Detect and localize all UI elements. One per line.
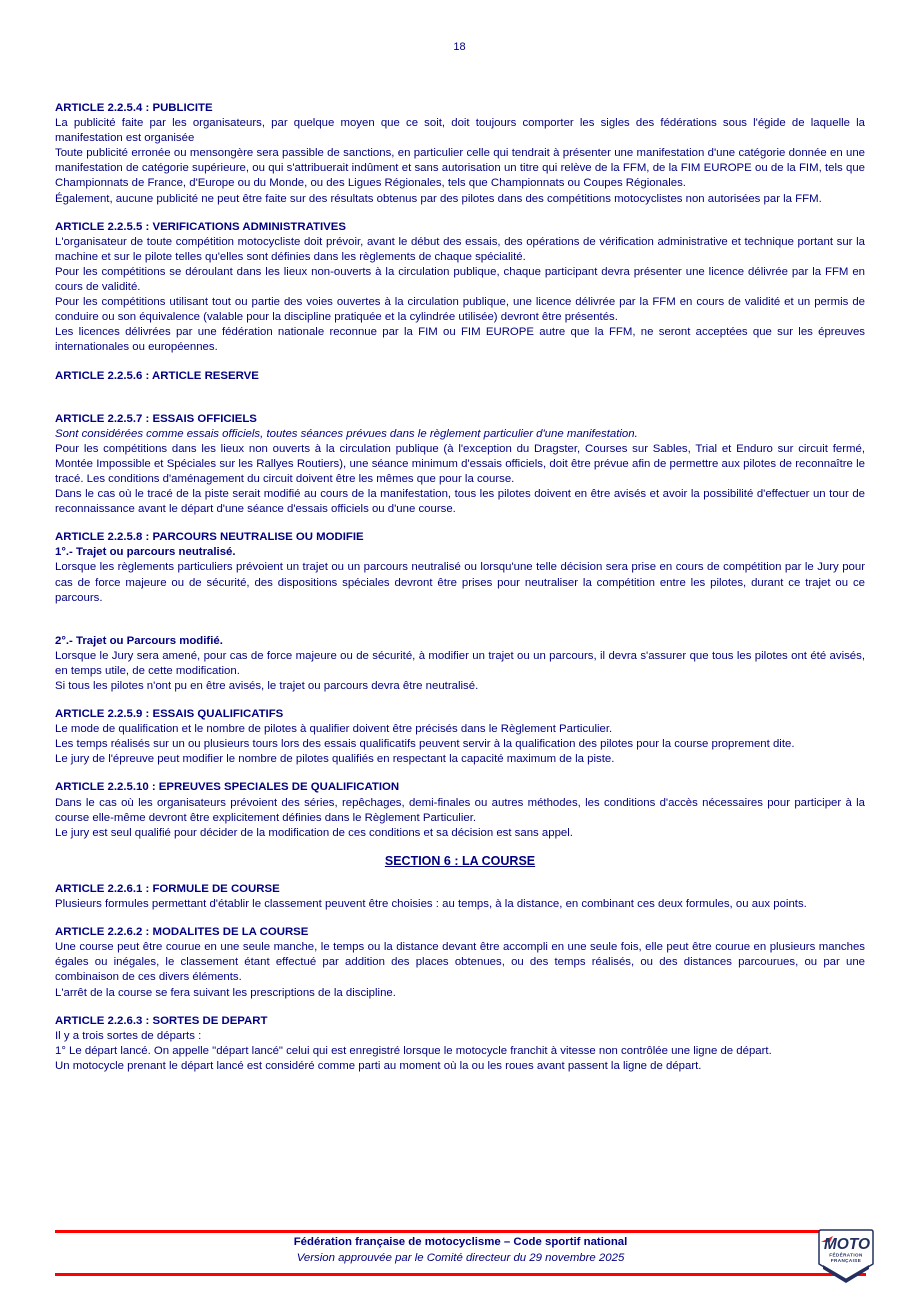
paragraph: Les temps réalisés sur un ou plusieurs tours lors des essais qualificatifs peuvent servir à la qualification des pilotes pour la course proprement dite. [55, 738, 795, 751]
paragraph: Le jury de l'épreuve peut modifier le nombre de pilotes qualifiés en respectant la capacité maximum de la piste. [55, 753, 615, 766]
paragraph: 1° Le départ lancé. On appelle "départ lancé" celui qui est enregistré lorsque le motocycle franchit à vitesse non contrôlée une ligne de départ. [55, 1044, 772, 1057]
paragraph: Les licences délivrées par une fédération nationale reconnue par la FIM ou FIM EUROPE autre que la FFM, ne seront acceptées que sur les épreuves internationales ou européennes. [55, 326, 865, 354]
sub-heading: 2°.- Trajet ou Parcours modifié. [55, 634, 223, 647]
footer-text [55, 1235, 866, 1266]
section-gap [55, 869, 865, 882]
paragraph: Le jury est seul qualifié pour décider de la modification de ces conditions et sa décision est sans appel. [55, 826, 573, 839]
paragraph: Sont considérées comme essais officiels, toutes séances prévues dans le règlement particulier d'une manifestation. [55, 427, 638, 440]
article-heading: ARTICLE 2.2.6.1 : FORMULE DE COURSE [55, 882, 280, 895]
article-heading: ARTICLE 2.2.5.6 : ARTICLE RESERVE [55, 369, 259, 382]
paragraph: Pour les compétitions utilisant tout ou partie des voies ouvertes à la circulation publique, une licence délivrée par la FFM en cours de validité et un permis de conduire ou son équivalence (valable pour la discipline pratiquée et la cylindrée utilisée) devront être présentés. [55, 296, 865, 324]
paragraph: Dans le cas où les organisateurs prévoient des séries, repêchages, demi-finales ou autres méthodes, les conditions d'accès nécessaires pour participer à la course elle-même devront être explicitement définies dans le Règlement Particulier. [55, 796, 865, 824]
paragraph: Lorsque les règlements particuliers prévoient un trajet ou un parcours neutralisé ou lorsqu'une telle décision sera prise en cours de compétition par le Jury pour cas de force majeure ou de sécurité, des dispositions spéciales devront être prises pour neutraliser la compétition entre les pilotes, durant ce trajet ou ce parcours. [55, 561, 865, 604]
article-heading: ARTICLE 2.2.6.3 : SORTES DE DEPART [55, 1014, 268, 1027]
paragraph: Il y a trois sortes de départs : [55, 1029, 202, 1042]
footer-version-note: Version approuvée par le Comité directeur du 29 novembre 2025 [296, 1251, 625, 1264]
article-heading: ARTICLE 2.2.5.4 : PUBLICITE [55, 102, 213, 114]
paragraph: Le mode de qualification et le nombre de pilotes à qualifier doivent être précisés dans le Règlement Particulier. [55, 723, 613, 736]
section-gap [55, 384, 865, 412]
document-content [0, 101, 919, 1074]
paragraph: Pour les compétitions se déroulant dans les lieux non-ouverts à la circulation publique, chaque participant devra présenter une licence délivrée par la FFM en cours de validité. [55, 265, 865, 294]
article-heading: ARTICLE 2.2.5.7 : ESSAIS OFFICIELS [55, 412, 257, 425]
section-title: SECTION 6 : LA COURSE [384, 853, 536, 868]
section-gap [55, 694, 865, 707]
paragraph: Également, aucune publicité ne peut être faite sur des résultats obtenus par des pilotes dans des compétitions motocyclistes non autorisées par la FFM. [55, 192, 822, 205]
section-gap [55, 517, 865, 530]
section-gap [55, 1001, 865, 1014]
section-gap [55, 767, 865, 780]
paragraph: La publicité faite par les organisateurs, par quelque moyen que ce soit, doit toujours comporter les sigles des fédérations sous l'égide de laquelle la manifestation est organisée [55, 117, 865, 145]
logo-title: MOTO [823, 1236, 871, 1253]
section-gap [55, 207, 865, 220]
article-heading: ARTICLE 2.2.5.9 : ESSAIS QUALIFICATIFS [55, 708, 284, 721]
paragraph: Lorsque le Jury sera amené, pour cas de force majeure ou de sécurité, à modifier un trajet ou un parcours, il devra s'assurer que tous les pilotes ont été avisés, en temps utile, de cette modification. [55, 649, 865, 677]
logo-subtitle-1: FÉDÉRATION [829, 1252, 863, 1258]
page-footer [0, 1228, 919, 1288]
paragraph: Plusieurs formules permettant d'établir le classement peuvent être choisies : au temps, à la distance, en combinant ces deux formules, ou aux points. [55, 898, 807, 911]
paragraph: Une course peut être courue en une seule manche, le temps ou la distance devant être accompli en une seule fois, elle peut être courue en plusieurs manches égales ou inégales, le classement étant effectué par addition des places obtenues, ou des temps réalisés, ou des distances parcourues, ou par une combinaison de ces divers éléments. [55, 941, 865, 984]
footer-org-title: Fédération française de motocyclisme – Code sportif national [293, 1236, 628, 1248]
paragraph: Si tous les pilotes n'ont pu en être avisés, le trajet ou parcours devra être neutralisé. [55, 680, 479, 692]
paragraph: Dans le cas où le tracé de la piste serait modifié au cours de la manifestation, tous les pilotes doivent en être avisés et avoir la possibilité d'effectuer un tour de reconnaissance avant le départ d'une séance d'essais officiels ou d'une course. [55, 488, 865, 516]
article-heading: ARTICLE 2.2.6.2 : MODALITES DE LA COURSE [55, 926, 309, 939]
section-gap [55, 841, 865, 854]
page-number: 18 [453, 41, 466, 53]
paragraph: L'arrêt de la course se fera suivant les prescriptions de la discipline. [55, 986, 396, 999]
article-heading: ARTICLE 2.2.5.5 : VERIFICATIONS ADMINISTRATIVES [55, 220, 346, 233]
section-gap [55, 356, 865, 369]
footer-rule-top [55, 1230, 866, 1233]
paragraph: Pour les compétitions dans les lieux non ouverts à la circulation publique (à l'exception du Dragster, Courses sur Sables, Trial et Enduro sur circuit fermé, Montée Impossible et Spéciales sur les Rallyes Routiers), une séance minimum d'essais officiels, doit être prévue afin de permettre aux pilotes de reconnaître le tracé. Les conditions d'aménagement du circuit doivent être les mêmes que pour la course. [55, 442, 865, 485]
article-heading: ARTICLE 2.2.5.8 : PARCOURS NEUTRALISE OU MODIFIE [55, 531, 364, 544]
paragraph: Toute publicité erronée ou mensongère sera passible de sanctions, en particulier celle qui tendrait à présenter une manifestation d'une catégorie donnée en une manifestation de catégorie supérieure, ou qui s'attribuerait indûment et sans autorisation un titre qui relève de la FFM, de la FIM EUROPE ou de la FIM, tels que Championnats de France, d'Europe ou du Monde, ou des Ligues Régionales, tels que Championnats ou Coupes Régionales. [55, 147, 865, 190]
paragraph: L'organisateur de toute compétition motocycliste doit prévoir, avant le début des essais, des opérations de vérification administrative et technique portant sur la machine et sur le pilote telles qu'elles sont définies dans les règlements de chaque spécialité. [55, 235, 865, 263]
section-gap [55, 912, 865, 925]
logo-subtitle-2: FRANÇAISE [830, 1258, 862, 1263]
footer-rule-bottom [55, 1273, 866, 1276]
paragraph: Un motocycle prenant le départ lancé est considéré comme parti au moment où la ou les roues avant passent la ligne de départ. [55, 1059, 702, 1072]
ffm-moto-logo-icon [817, 1228, 875, 1286]
section-gap [55, 606, 865, 634]
article-heading: ARTICLE 2.2.5.10 : EPREUVES SPECIALES DE QUALIFICATION [55, 781, 400, 794]
sub-heading: 1°.- Trajet ou parcours neutralisé. [55, 546, 236, 559]
